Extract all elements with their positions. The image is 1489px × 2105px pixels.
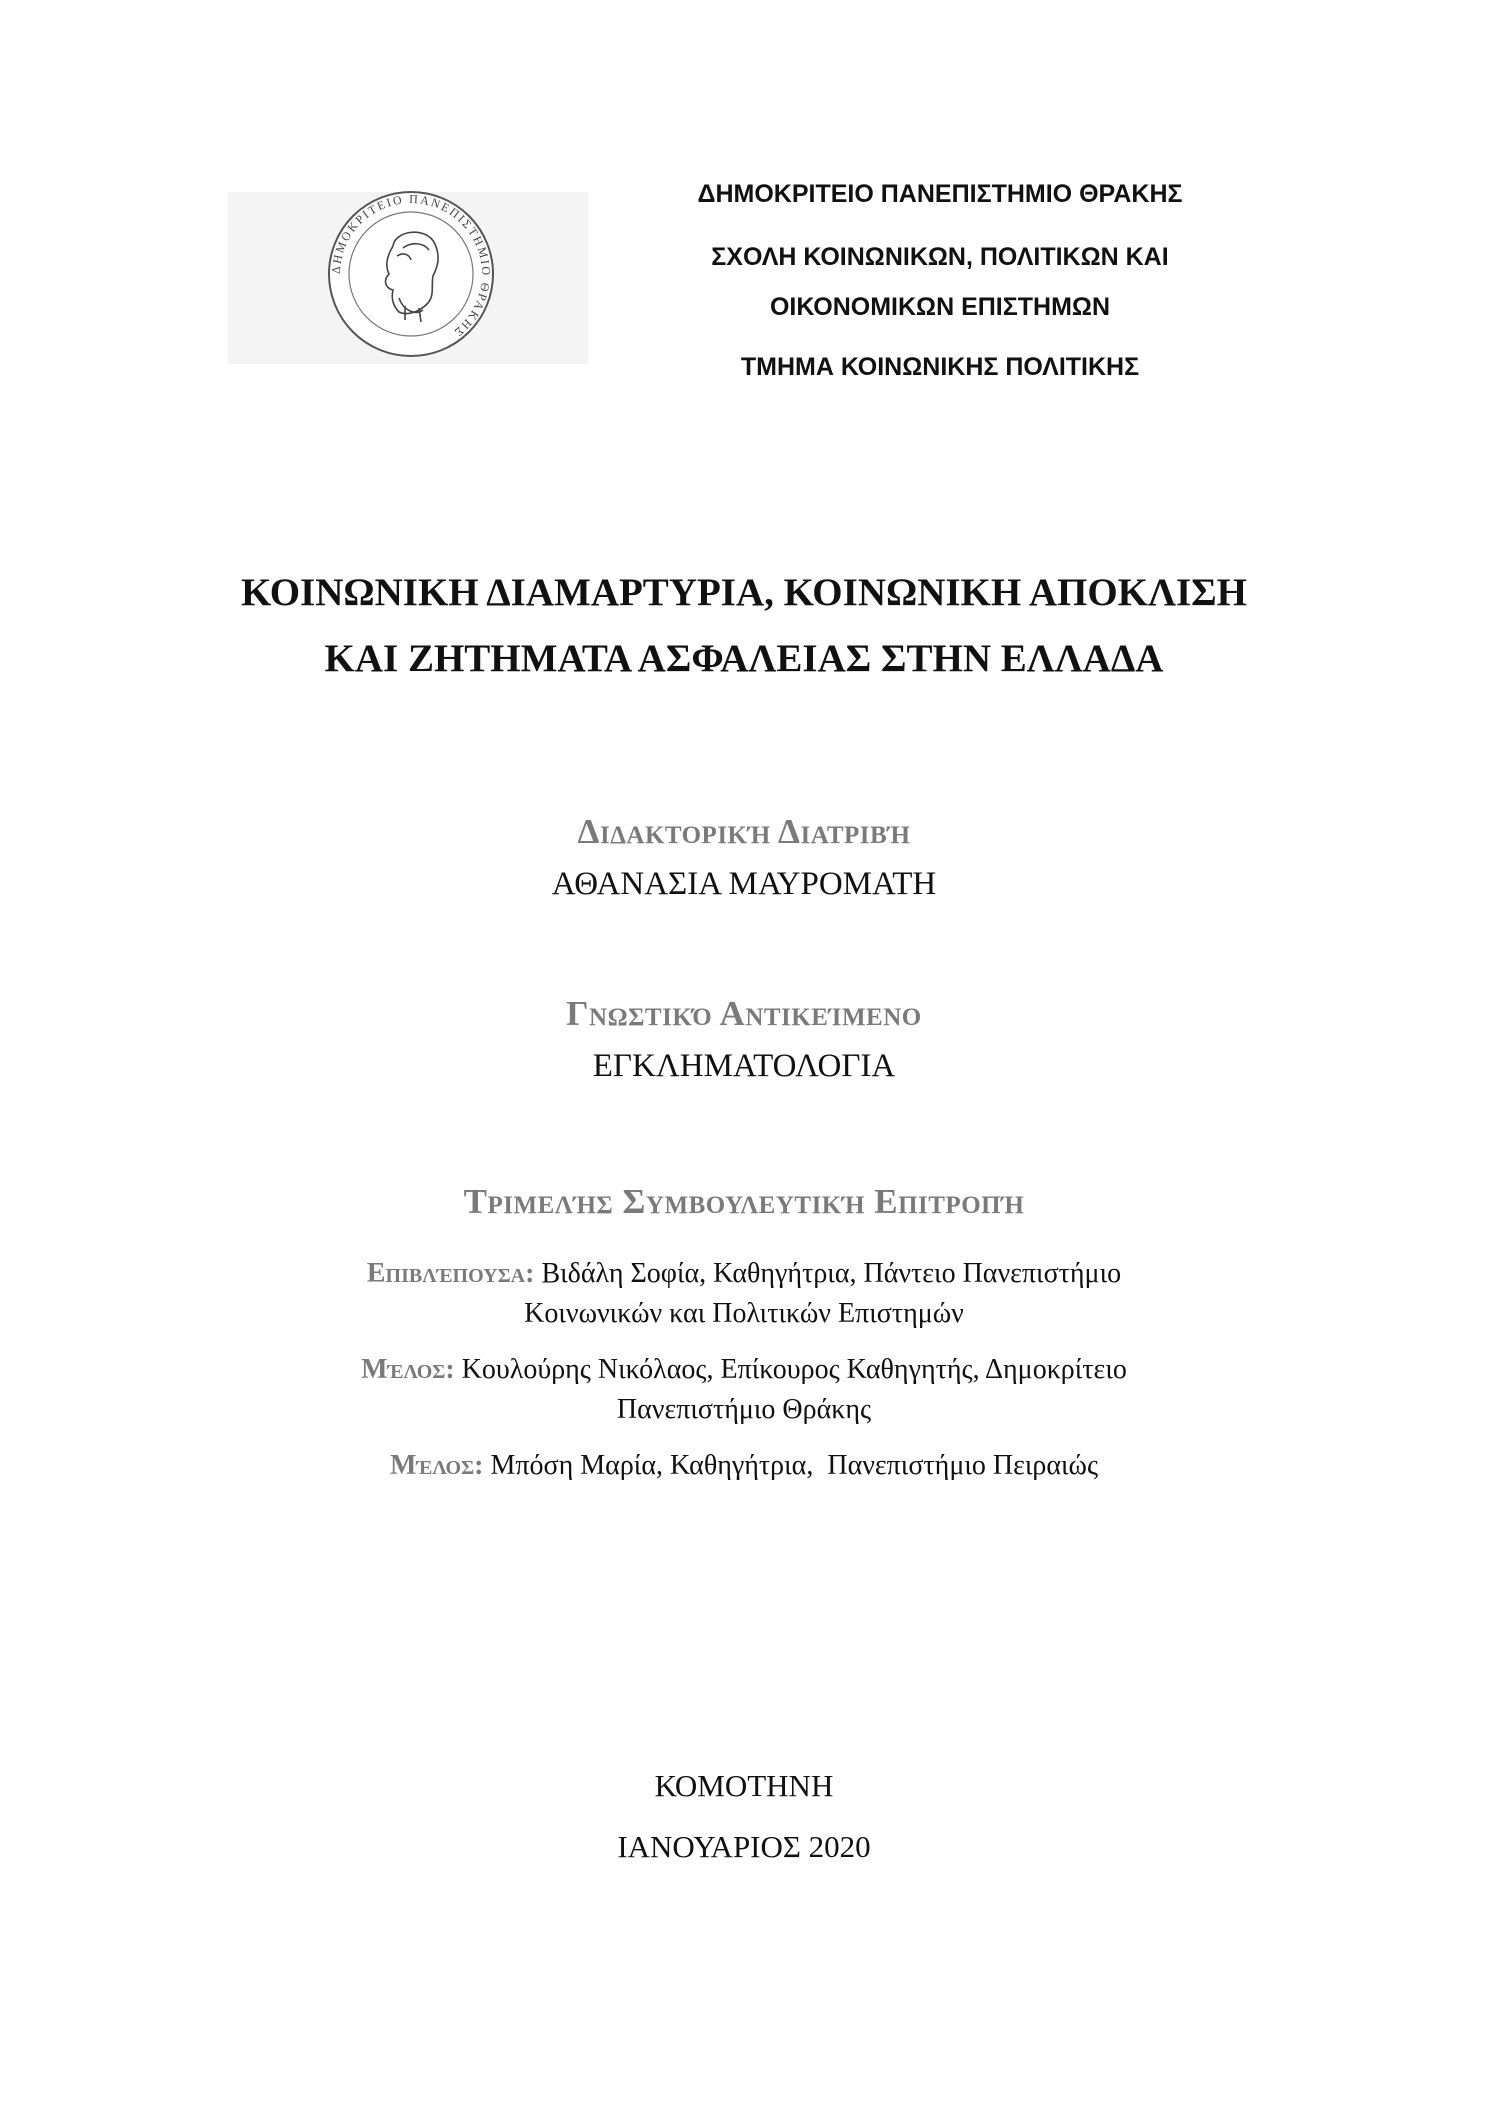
member-role: Επιβλέπουσα:: [366, 1258, 535, 1289]
subject-value: ΕΓΚΛΗΜΑΤΟΛΟΓΙΑ: [592, 1048, 896, 1084]
seal-lettering: ΔΗΜΟΚΡΙΤΕΙΟ ΠΑΝΕΠΙΣΤΗΜΙΟ ΘΡΑΚΗΣ: [328, 191, 494, 341]
member-role: Μέλος:: [361, 1354, 455, 1385]
member-details: Βιδάλη Σοφία, Καθηγήτρια, Πάντειο Πανεπιστήμιο: [541, 1258, 1122, 1289]
committee-member: [144, 1350, 1344, 1430]
university-name: ΔΗΜΟΚΡΙΤΕΙΟ ΠΑΝΕΠΙΣΤΗΜΙΟ ΘΡΑΚΗΣ: [697, 180, 1183, 208]
committee-member: [144, 1446, 1344, 1486]
city: ΚΟΜΟΤΗΝΗ: [654, 1768, 834, 1803]
committee-heading: [144, 1182, 1344, 1222]
seal-emblem-icon: [323, 186, 499, 362]
school-name-line1: ΣΧΟΛΗ ΚΟΙΝΩΝΙΚΩΝ, ΠΟΛΙΤΙΚΩΝ ΚΑΙ: [711, 243, 1169, 271]
thesis-title: [144, 560, 1344, 692]
member-details: Μπόση Μαρία, Καθηγήτρια, Πανεπιστήμιο Πειραιώς: [490, 1450, 1099, 1481]
member-details-cont: Πανεπιστήμιο Θράκης: [616, 1394, 872, 1425]
title-line2: ΚΑΙ ΖΗΤΗΜΑΤΑ ΑΣΦΑΛΕΙΑΣ ΣΤΗΝ ΕΛΛΑΔΑ: [324, 637, 1164, 680]
department-name: ΤΜΗΜΑ ΚΟΙΝΩΝΙΚΗΣ ΠΟΛΙΤΙΚΗΣ: [740, 353, 1140, 381]
author-name: ΑΘΑΝΑΣΙΑ ΜΑΥΡΟΜΑΤΗ: [551, 866, 937, 902]
committee-heading-text: Τριμελής Συμβουλευτική Επιτροπή: [463, 1182, 1025, 1221]
school-name-line2: ΟΙΚΟΝΟΜΙΚΩΝ ΕΠΙΣΤΗΜΩΝ: [769, 293, 1111, 321]
date: ΙΑΝΟΥΑΡΙΟΣ 2020: [617, 1829, 871, 1864]
thesis-section: [144, 812, 1344, 903]
member-details: Κουλούρης Νικόλαος, Επίκουρος Καθηγητής, Δημοκρίτειο: [461, 1354, 1127, 1385]
member-details-cont: Κοινωνικών και Πολιτικών Επιστημών: [524, 1298, 964, 1329]
subject-section: [144, 994, 1344, 1085]
subject-heading: Γνωστικό Αντικείμενο: [566, 994, 922, 1033]
member-role: Μέλος:: [389, 1450, 484, 1481]
committee-member: [144, 1254, 1344, 1334]
title-line1: ΚΟΙΝΩΝΙΚΗ ΔΙΑΜΑΡΤΥΡΙΑ, ΚΟΙΝΩΝΙΚΗ ΑΠΟΚΛΙΣΗ: [241, 571, 1247, 614]
university-seal: [228, 192, 588, 364]
thesis-heading: Διδακτορική Διατριβή: [577, 812, 911, 851]
